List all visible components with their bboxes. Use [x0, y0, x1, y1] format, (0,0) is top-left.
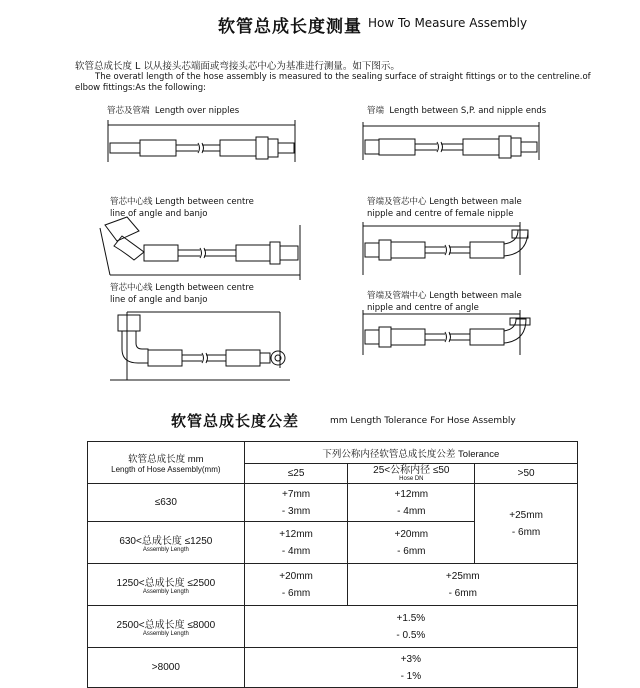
caption-en: Length between S,P. and nipple ends — [389, 106, 547, 116]
table-row — [88, 564, 578, 606]
caption-zh: 管端 — [367, 106, 385, 116]
caption-en-2: line of angle and banjo — [110, 295, 208, 305]
cell-25-50 — [348, 484, 475, 522]
row-label — [88, 606, 245, 648]
row-label-text: 1250<总成长度 ≤2500 — [116, 577, 216, 589]
tol-plus: +3% — [400, 653, 421, 665]
diagram-length-over-nipples — [108, 120, 295, 162]
tol-minus: - 3mm — [281, 505, 311, 517]
row-label-text: ≤630 — [154, 497, 177, 508]
intro-en-line1: The overatl length of the hose assembly is measured to the sealing surface of straight fittings or to the centreline.of — [95, 72, 591, 82]
tol-minus: - 6mm — [448, 587, 477, 599]
tol-minus: - 6mm — [397, 545, 426, 557]
caption-en-2: nipple and centre of female nipple — [367, 209, 514, 219]
cell-all-merged — [244, 648, 577, 688]
row-label — [88, 522, 245, 564]
row-label — [88, 484, 245, 522]
diagram-male-angle — [363, 310, 530, 355]
tol-plus: +25mm — [445, 570, 480, 582]
caption-en: Length over nipples — [154, 106, 240, 116]
caption-en: Length between centre — [155, 197, 254, 207]
tol-minus: - 0.5% — [396, 629, 426, 641]
caption-en: Length between male — [429, 197, 522, 207]
tol-plus: +20mm — [394, 528, 429, 540]
tol-plus: +1.5% — [396, 612, 426, 624]
caption-zh: 管端及管芯中心 — [367, 197, 427, 207]
tol-plus: +12mm — [394, 488, 429, 500]
cell-le25 — [244, 522, 348, 564]
row-header-cell — [88, 442, 245, 484]
col-header-25-50 — [348, 464, 475, 484]
caption-en: Length between male — [429, 291, 522, 301]
row-label-sub: Assembly Length — [142, 588, 189, 595]
caption-zh: 管芯及管端 — [107, 106, 150, 116]
diagram-centre-angle-banjo-1 — [100, 217, 300, 280]
caption-zh: 管芯中心线 — [110, 283, 153, 293]
row-label — [88, 648, 245, 688]
table-header-row — [88, 442, 578, 464]
tolerance-title-en: mm Length Tolerance For Hose Assembly — [330, 416, 516, 426]
tol-minus: - 6mm — [511, 526, 541, 538]
row-header-zh: 软管总成长度 mm — [128, 454, 204, 465]
row-label-sub: Assembly Length — [142, 546, 189, 553]
row-label — [88, 564, 245, 606]
intro-zh: 软管总成长度 L 以从接头芯端面或弯接头芯中心为基准进行测量。如下图示。 — [75, 61, 400, 72]
tol-plus: +7mm — [282, 488, 311, 500]
tol-plus: +20mm — [279, 570, 313, 582]
diagram-male-female-nipple — [363, 222, 528, 275]
tol-minus: - 4mm — [281, 545, 311, 557]
row-label-sub: Assembly Length — [142, 630, 189, 637]
table-row — [88, 606, 578, 648]
intro-en-line2: elbow fittings:As the following: — [75, 83, 206, 93]
row-label-text: 2500<总成长度 ≤8000 — [116, 619, 216, 631]
caption-zh: 管芯中心线 — [110, 197, 153, 207]
page-title: 软管总成长度测量 — [218, 17, 362, 37]
table-row — [88, 648, 578, 688]
caption-en-2: nipple and centre of angle — [367, 303, 479, 313]
tol-plus: +25mm — [509, 509, 543, 521]
tolerance-title: 软管总成长度公差 — [171, 412, 300, 430]
table-row — [88, 484, 578, 522]
diagram-length-between-sp — [363, 122, 539, 160]
row-label-text: >8000 — [151, 662, 180, 673]
cell-25-plus-merged — [348, 564, 578, 606]
caption-zh: 管端及管端中心 — [367, 291, 427, 301]
cell-all-merged — [244, 606, 577, 648]
tol-minus: - 6mm — [281, 587, 311, 599]
caption-en-2: line of angle and banjo — [110, 209, 208, 219]
col-header-hose-dn: Hose DN — [399, 475, 424, 482]
tol-minus: - 4mm — [397, 505, 426, 517]
cell-le25 — [244, 484, 348, 522]
col-header-le25: ≤25 — [244, 464, 348, 484]
col-header-25-50-label: 25<公称内径 ≤50 — [373, 464, 450, 476]
cell-gt50-merged — [475, 484, 578, 564]
column-group-header: 下列公称内径软管总成长度公差 Tolerance — [244, 442, 577, 464]
tolerance-table — [87, 441, 578, 688]
col-header-gt50: >50 — [475, 464, 578, 484]
cell-le25 — [244, 564, 348, 606]
page-title-en: How To Measure Assembly — [368, 16, 528, 30]
tol-plus: +12mm — [279, 528, 313, 540]
tol-minus: - 1% — [400, 670, 422, 682]
row-label-text: 630<总成长度 ≤1250 — [119, 535, 213, 547]
diagram-centre-angle-banjo-2 — [110, 312, 290, 380]
caption-en: Length between centre — [155, 283, 254, 293]
cell-25-50 — [348, 522, 475, 564]
row-header-en: Length of Hose Assembly(mm) — [111, 465, 221, 474]
